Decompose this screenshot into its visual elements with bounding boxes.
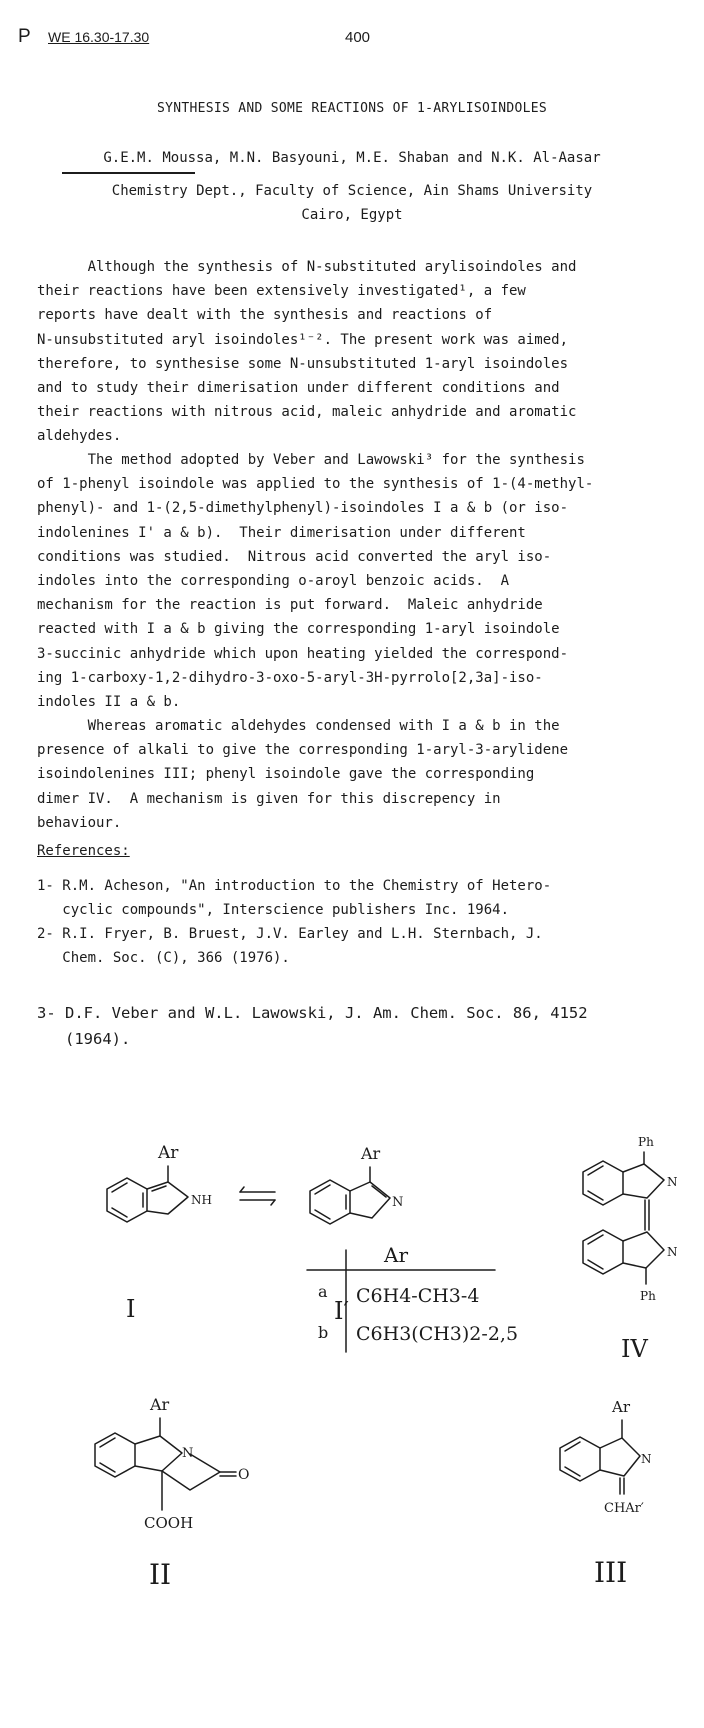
heteroatom-label: N: [641, 1452, 652, 1466]
compound-label: I′: [334, 1297, 349, 1325]
text-line: aldehydes.: [37, 428, 122, 445]
text-line: dimer IV. A mechanism is given for this discrepency in: [37, 790, 501, 807]
text-line: indoles into the corresponding o-aroyl benzoic acids. A: [37, 573, 510, 590]
text-line: 1- R.M. Acheson, "An introduction to the Chemistry of Hetero-: [37, 878, 552, 894]
structure-compound-II: [95, 1395, 249, 1591]
paragraph-introduction: [37, 255, 677, 449]
text-line: indolenines I' a & b). Their dimerisation under different: [37, 524, 526, 541]
text-line: 3- D.F. Veber and W.L. Lawowski, J. Am. Chem. Soc. 86, 4152: [37, 1004, 588, 1022]
text-line: Chem. Soc. (C), 366 (1976).: [37, 950, 290, 966]
presenting-author-underline: [62, 172, 195, 174]
paper-title: SYNTHESIS AND SOME REACTIONS OF 1-ARYLISOINDOLES: [156, 101, 548, 116]
reference-item: [37, 922, 697, 970]
text-line: reports have dealt with the synthesis and reactions of: [37, 307, 493, 324]
structure-compound-IV: [583, 1135, 678, 1363]
paragraph-method: [37, 448, 677, 714]
compound-label: II: [149, 1558, 172, 1591]
heteroatom-label: N: [667, 1245, 678, 1259]
session-time: WE 16.30-17.30: [48, 29, 150, 45]
chemical-structures: [0, 1120, 704, 1720]
affiliation-line-2: Cairo, Egypt: [301, 207, 403, 223]
heteroatom-label: N: [667, 1175, 678, 1189]
text-line: N-unsubstituted aryl isoindoles¹⁻². The present work was aimed,: [37, 331, 569, 348]
page-number: 400: [345, 29, 371, 46]
text-line: their reactions with nitrous acid, maleic anhydride and aromatic: [37, 404, 577, 421]
substituent-label: Ar: [150, 1395, 170, 1414]
text-line: therefore, to synthesise some N-unsubstituted 1-aryl isoindoles: [37, 355, 569, 372]
text-line: Although the synthesis of N-substituted arylisoindoles and: [37, 259, 577, 275]
oxo-label: O: [238, 1467, 250, 1483]
text-line: mechanism for the reaction is put forward. Maleic anhydride: [37, 597, 543, 614]
text-line: The method adopted by Veber and Lawowski³ for the synthesis: [37, 452, 585, 468]
text-line: cyclic compounds", Interscience publishers Inc. 1964.: [37, 902, 510, 918]
text-line: of 1-phenyl isoindole was applied to the synthesis of 1-(4-methyl-: [37, 476, 594, 493]
text-line: (1964).: [37, 1030, 131, 1048]
heteroatom-label: NH: [191, 1193, 212, 1207]
compound-label: I: [126, 1295, 136, 1323]
affiliation-line-1: Chemistry Dept., Faculty of Science, Ain Shams University: [111, 183, 593, 199]
structure-compound-III: [560, 1398, 652, 1589]
substituent-label: Ph: [640, 1289, 656, 1303]
arylidene-label: CHAr′: [604, 1501, 644, 1516]
substituent-label: Ar: [612, 1398, 631, 1416]
text-line: reacted with I a & b giving the corresponding 1-aryl isoindole: [37, 621, 560, 638]
references-heading: References:: [37, 843, 130, 859]
text-line: presence of alkali to give the corresponding 1-aryl-3-arylidene: [37, 742, 569, 759]
reference-item: [37, 1000, 697, 1052]
substituent-label: Ar: [158, 1143, 179, 1163]
poster-marker: P: [18, 26, 31, 47]
text-line: behaviour.: [37, 814, 122, 831]
text-line: 3-succinic anhydride which upon heating yielded the correspond-: [37, 645, 569, 662]
table-row-key: a: [318, 1282, 328, 1301]
heteroatom-label: N: [182, 1446, 194, 1461]
compound-label: IV: [621, 1335, 648, 1363]
paragraph-aldehydes: [37, 714, 677, 835]
text-line: 2- R.I. Fryer, B. Bruest, J.V. Earley and L.H. Sternbach, J.: [37, 926, 543, 942]
reference-item: [37, 874, 697, 922]
text-line: conditions was studied. Nitrous acid converted the aryl iso-: [37, 548, 552, 565]
author-list: G.E.M. Moussa, M.N. Basyouni, M.E. Shaban and N.K. Al-Aasar: [103, 150, 601, 166]
heteroatom-label: N: [392, 1195, 404, 1210]
text-line: indoles II a & b.: [37, 694, 181, 711]
text-line: isoindolenines III; phenyl isoindole gave the corresponding: [37, 766, 535, 783]
table-row-value: C6H4-CH3-4: [356, 1285, 480, 1307]
text-line: phenyl)- and 1-(2,5-dimethylphenyl)-isoindoles I a & b (or iso-: [37, 500, 569, 517]
substituent-label: Ph: [638, 1135, 654, 1149]
text-line: their reactions have been extensively investigated¹, a few: [37, 283, 526, 300]
text-line: and to study their dimerisation under different conditions and: [37, 380, 560, 397]
substituent-label: Ar: [361, 1144, 381, 1163]
table-row-key: b: [318, 1323, 329, 1342]
text-line: Whereas aromatic aldehydes condensed with I a & b in the: [37, 718, 560, 734]
compound-label: III: [594, 1556, 628, 1589]
equilibrium-arrow: [240, 1187, 275, 1205]
acid-label: COOH: [144, 1514, 194, 1532]
table-header: Ar: [384, 1243, 409, 1267]
table-row-value: C6H3(CH3)2-2,5: [356, 1323, 519, 1345]
text-line: ing 1-carboxy-1,2-dihydro-3-oxo-5-aryl-3H-pyrrolo[2,3a]-iso-: [37, 669, 543, 686]
structure-compound-I: [107, 1143, 212, 1323]
